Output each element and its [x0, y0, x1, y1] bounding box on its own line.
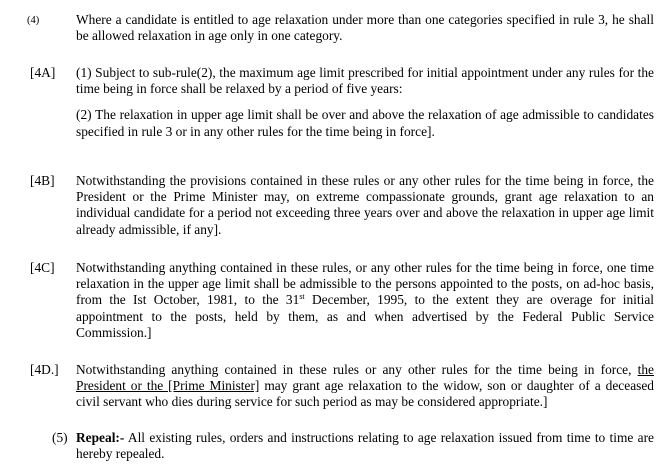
- sub-rule-2-text: (2) The relaxation in upper age limit shall be over and above the relaxation of age admissible to candidates specified in rule 3 or in any other rules for the time being in force].: [76, 107, 654, 139]
- clause-text: Where a candidate is entitled to age relaxation under more than one categories specified in rule 3, he shall be allowed relaxation in age only in one category.: [76, 12, 654, 44]
- clause-text-part: may grant age relaxation to the widow, son or daughter of a deceased civil servant who dies during service for such period as may be considered appropriate.]: [76, 378, 654, 410]
- clause-text-part: All existing rules, orders and instructions relating to age relaxation issued from time to time are hereby repealed.: [76, 430, 654, 462]
- clause-number: [4B]: [30, 173, 55, 188]
- clause-number: [4D.]: [30, 362, 59, 377]
- clause-text-part: Notwithstanding anything contained in these rules, or any other rules for the time being in force, one time relaxation in the upper age limit shall be admissible to the persons appointed to the posts, on ad-hoc basis, from the Ist October, 1981, to the 31: [76, 260, 654, 308]
- clause-number: (4): [27, 15, 40, 26]
- clause-text-part: Notwithstanding anything contained in these rules or any other rules for the time being in force,: [76, 362, 638, 377]
- clause-number: [4A]: [30, 65, 56, 80]
- clause-text: [76, 430, 654, 462]
- ordinal-suffix: st: [299, 292, 305, 302]
- clause-text: Notwithstanding the provisions contained in these rules or any other rules for the time being in force, the President or the Prime Minister may, on extreme compassionate grounds, grant age relaxation to an individual candidate for a period not exceeding three years over and above the relaxation in upper age limit already admissible, if any].: [76, 173, 654, 237]
- repeal-heading: Repeal:-: [76, 430, 125, 445]
- clause-text-part: December, 1995, to the extent they are overage for initial appointment to the posts, held by them, as and when advertised by the Federal Public Service Commission.]: [76, 292, 654, 340]
- underlined-text: the President or the [Prime Minister]: [76, 362, 654, 394]
- clause-text: [76, 260, 654, 341]
- clause-text: [76, 362, 654, 411]
- clause-number: [4C]: [30, 260, 55, 275]
- clause-number: (5): [52, 430, 68, 445]
- sub-rule-1-text: (1) Subject to sub-rule(2), the maximum age limit prescribed for initial appointment under any rules for the time being in force shall be relaxed by a period of five years:: [76, 65, 654, 97]
- clause-text-block: [76, 65, 654, 140]
